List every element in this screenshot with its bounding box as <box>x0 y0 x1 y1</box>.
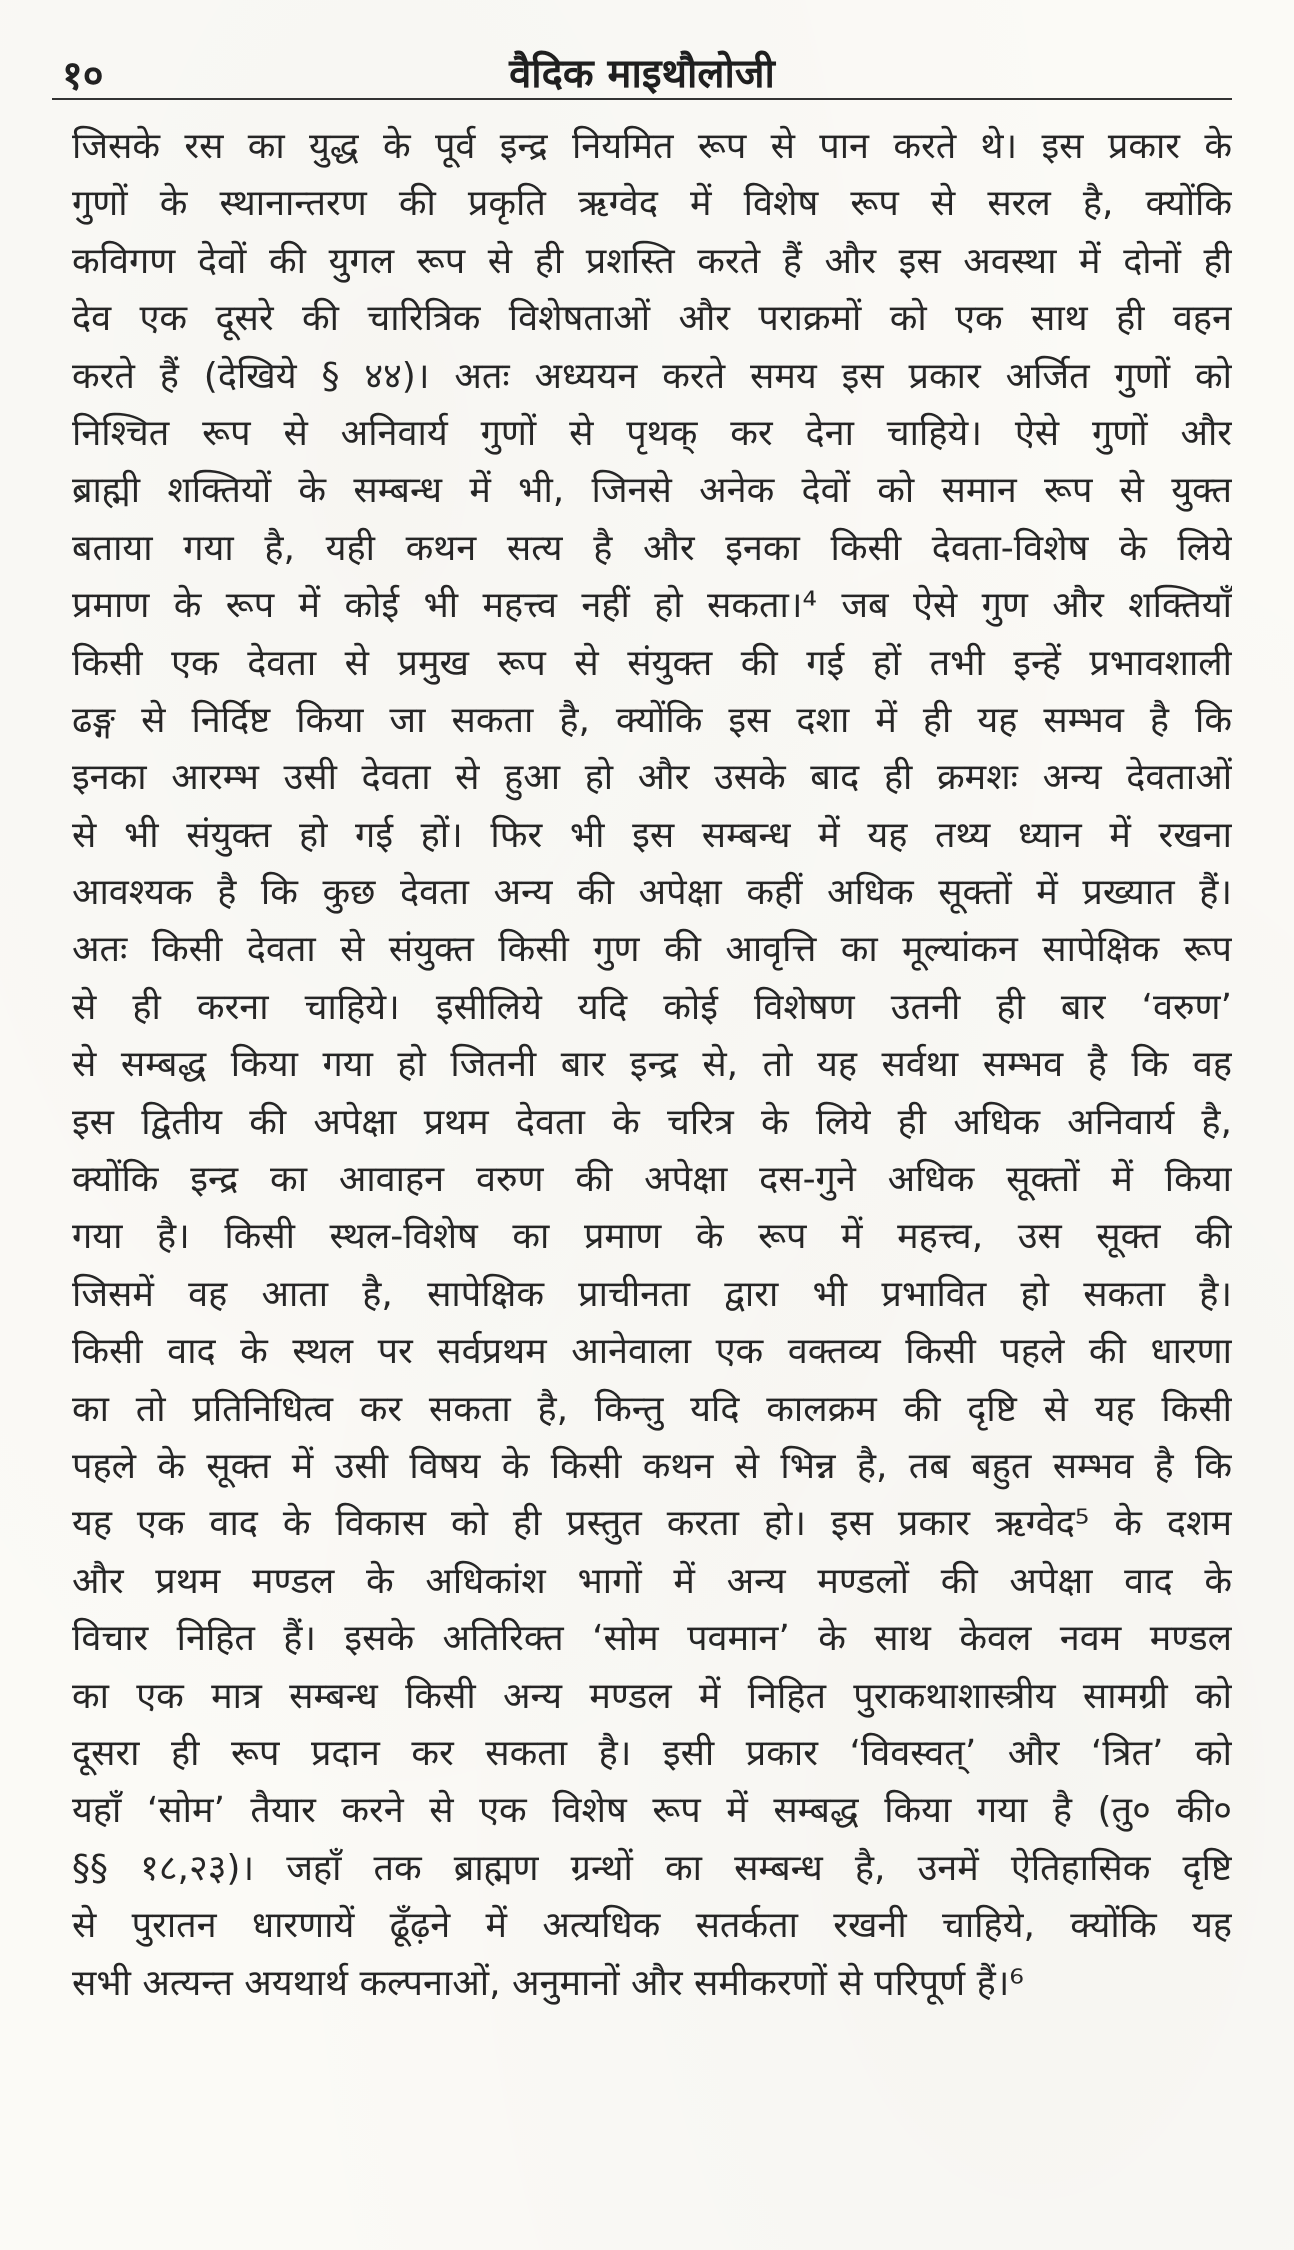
text-line: का एक मात्र सम्बन्ध किसी अन्य मण्डल में निहित पुराकथाशास्त्रीय सामग्री को <box>72 1675 1232 1717</box>
text-line: किसी वाद के स्थल पर सर्वप्रथम आनेवाला एक वक्तव्य किसी पहले की धारणा <box>72 1331 1232 1373</box>
text-line: निश्चित रूप से अनिवार्य गुणों से पृथक् कर देना चाहिये। ऐसे गुणों और <box>72 412 1232 454</box>
text-line: यहाँ ‘सोम’ तैयार करने से एक विशेष रूप में सम्बद्ध किया गया है (तु० की० <box>72 1790 1232 1832</box>
text-line: प्रमाण के रूप में कोई भी महत्त्व नहीं हो सकता।⁴ जब ऐसे गुण और शक्तियाँ <box>72 585 1232 627</box>
text-line: जिसके रस का युद्ध के पूर्व इन्द्र नियमित रूप से पान करते थे। इस प्रकार के <box>72 126 1232 167</box>
text-line: सभी अत्यन्त अयथार्थ कल्पनाओं, अनुमानों और समीकरणों से परिपूर्ण हैं।⁶ <box>72 1962 1024 2004</box>
page-header <box>52 40 1232 99</box>
text-line: किसी एक देवता से प्रमुख रूप से संयुक्त की गई हों तभी इन्हें प्रभावशाली <box>72 642 1232 684</box>
text-line: दूसरा ही रूप प्रदान कर सकता है। इसी प्रकार ‘विवस्वत्’ और ‘त्रित’ को <box>72 1732 1232 1774</box>
page-number: १० <box>62 53 104 99</box>
text-line: गुणों के स्थानान्तरण की प्रकृति ऋग्वेद में विशेष रूप से सरल है, क्योंकि <box>72 183 1232 225</box>
text-line: और प्रथम मण्डल के अधिकांश भागों में अन्य मण्डलों की अपेक्षा वाद के <box>72 1560 1232 1602</box>
header-divider <box>52 98 1232 100</box>
text-line: इनका आरम्भ उसी देवता से हुआ हो और उसके बाद ही क्रमशः अन्य देवताओं <box>72 757 1232 799</box>
body-text <box>72 118 1232 2012</box>
text-line: जिसमें वह आता है, सापेक्षिक प्राचीनता द्वारा भी प्रभावित हो सकता है। <box>72 1273 1232 1315</box>
text-line: इस द्वितीय की अपेक्षा प्रथम देवता के चरित्र के लिये ही अधिक अनिवार्य है, <box>72 1101 1232 1143</box>
text-line: से ही करना चाहिये। इसीलिये यदि कोई विशेषण उतनी ही बार ‘वरुण’ <box>72 986 1232 1028</box>
text-line: आवश्यक है कि कुछ देवता अन्य की अपेक्षा कहीं अधिक सूक्तों में प्रख्यात हैं। <box>72 872 1232 914</box>
text-line: यह एक वाद के विकास को ही प्रस्तुत करता हो। इस प्रकार ऋग्वेद⁵ के दशम <box>72 1503 1232 1545</box>
text-line: से पुरातन धारणायें ढूँढ़ने में अत्यधिक सतर्कता रखनी चाहिये, क्योंकि यह <box>72 1905 1232 1947</box>
text-line: गया है। किसी स्थल-विशेष का प्रमाण के रूप में महत्त्व, उस सूक्त की <box>72 1216 1232 1258</box>
text-line: से सम्बद्ध किया गया हो जितनी बार इन्द्र से, तो यह सर्वथा सम्भव है कि वह <box>72 1044 1232 1086</box>
running-title: वैदिक माइथौलोजी <box>509 51 775 97</box>
text-line: कविगण देवों की युगल रूप से ही प्रशस्ति करते हैं और इस अवस्था में दोनों ही <box>72 240 1232 282</box>
text-line: बताया गया है, यही कथन सत्य है और इनका किसी देवता-विशेष के लिये <box>72 527 1232 569</box>
text-line: ढङ्ग से निर्दिष्ट किया जा सकता है, क्योंकि इस दशा में ही यह सम्भव है कि <box>72 699 1232 741</box>
text-line: का तो प्रतिनिधित्व कर सकता है, किन्तु यदि कालक्रम की दृष्टि से यह किसी <box>72 1388 1232 1430</box>
text-line: देव एक दूसरे की चारित्रिक विशेषताओं और पराक्रमों को एक साथ ही वहन <box>72 298 1232 340</box>
text-line: करते हैं (देखिये § ४४)। अतः अध्ययन करते समय इस प्रकार अर्जित गुणों को <box>72 355 1232 397</box>
text-line: विचार निहित हैं। इसके अतिरिक्त ‘सोम पवमान’ के साथ केवल नवम मण्डल <box>72 1618 1232 1660</box>
text-line: से भी संयुक्त हो गई हों। फिर भी इस सम्बन्ध में यह तथ्य ध्यान में रखना <box>72 814 1232 856</box>
text-line: §§ १८,२३)। जहाँ तक ब्राह्मण ग्रन्थों का सम्बन्ध है, उनमें ऐतिहासिक दृष्टि <box>72 1847 1232 1889</box>
text-line: पहले के सूक्त में उसी विषय के किसी कथन से भिन्न है, तब बहुत सम्भव है कि <box>72 1445 1232 1487</box>
text-line: ब्राह्मी शक्तियों के सम्बन्ध में भी, जिनसे अनेक देवों को समान रूप से युक्त <box>72 470 1232 512</box>
text-line: क्योंकि इन्द्र का आवाहन वरुण की अपेक्षा दस-गुने अधिक सूक्तों में किया <box>72 1159 1232 1201</box>
text-line: अतः किसी देवता से संयुक्त किसी गुण की आवृत्ति का मूल्यांकन सापेक्षिक रूप <box>72 929 1232 971</box>
